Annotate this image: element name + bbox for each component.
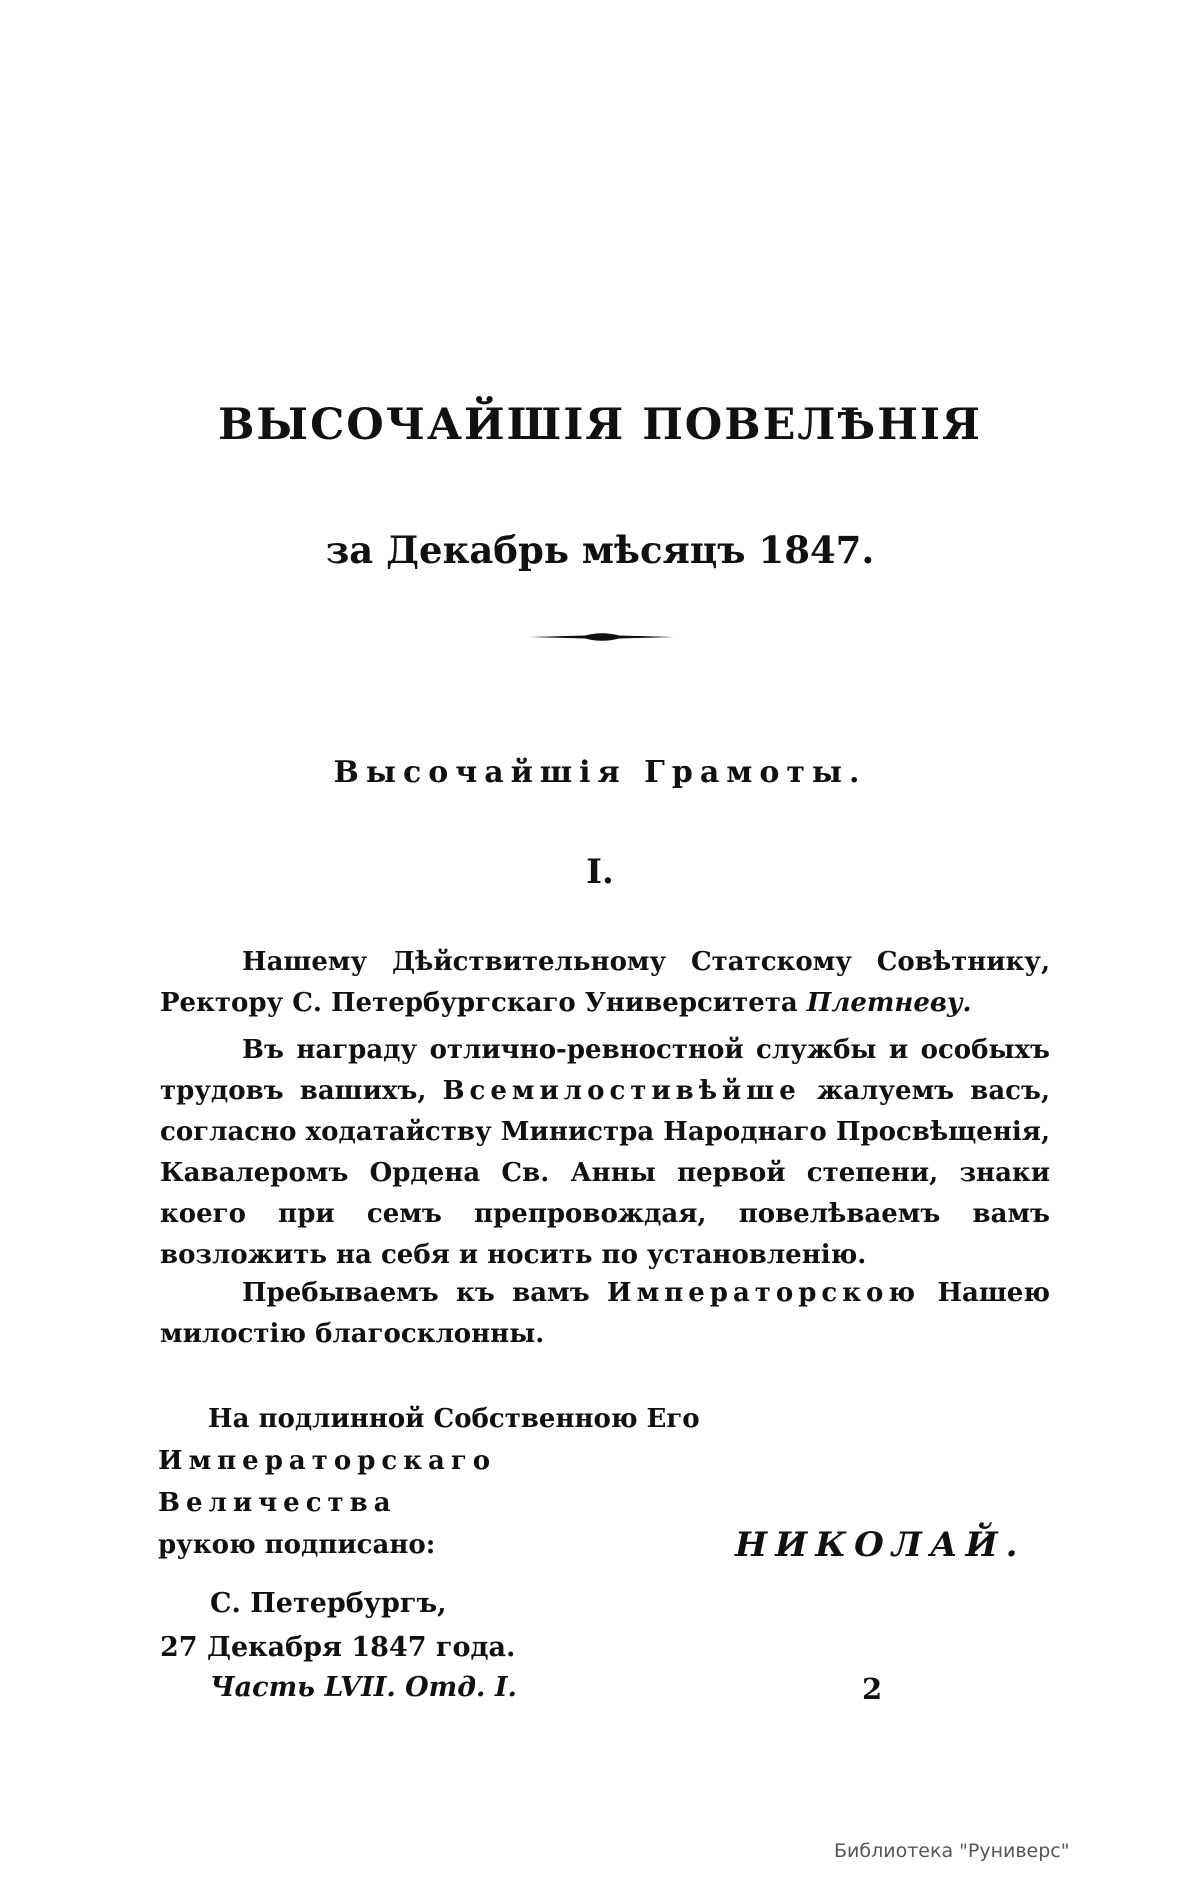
closing-text-end: Нашею милостію благосклонны. xyxy=(160,1278,1051,1349)
addressee-text: Нашему Дѣйствительному Статскому Совѣтнику, Ректору С. Петербургскаго Университета xyxy=(160,947,1050,1018)
closing-emphasis: Императорскою xyxy=(607,1278,921,1308)
section-title: Высочайшія Грамоты. xyxy=(333,755,867,790)
page-subtitle: за Декабрь мѣсяцъ 1847. xyxy=(325,528,875,572)
page-title: ВЫСОЧАЙШІЯ ПОВЕЛѢНІЯ xyxy=(218,400,982,450)
body-paragraph xyxy=(160,1030,1050,1276)
place-city: С. Петербургъ, xyxy=(210,1588,447,1619)
signature-note-line-3: рукою подписано: xyxy=(158,1530,436,1560)
section-number: I. xyxy=(586,852,614,892)
place-date xyxy=(160,1582,515,1670)
closing-paragraph xyxy=(160,1273,1050,1355)
signature: НИКОЛАЙ. xyxy=(735,1525,1026,1565)
signature-note-line-1: На подлинной Собственною Его xyxy=(208,1404,700,1434)
body-text-start: Въ награду отлично-ревностной службы и особыхъ трудовъ вашихъ, xyxy=(160,1035,1050,1106)
page-number: 2 xyxy=(862,1672,883,1706)
signature-note-line-2: Императорскаго Величества xyxy=(158,1446,497,1518)
footer-part-label: Часть LVII. Отд. I. xyxy=(210,1672,517,1703)
body-emphasis: Всемилостивѣйше xyxy=(442,1076,801,1106)
signature-note xyxy=(158,1398,718,1566)
closing-text-start: Пребываемъ къ вамъ xyxy=(242,1278,608,1308)
addressee-paragraph xyxy=(160,942,1050,1024)
decorative-rule xyxy=(530,630,674,644)
addressee-name: Плетневу. xyxy=(806,988,972,1018)
library-watermark: Библиотека "Руниверс" xyxy=(834,1840,1070,1862)
place-date-value: 27 Декабря 1847 года. xyxy=(160,1632,516,1663)
body-text-end: жалуемъ васъ, согласно ходатайству Министра Народнаго Просвѣщенія, Кавалеромъ Ордена Св. Анны первой степени, знаки коего при семъ препровождая, повелѣваемъ вамъ возложить на себя и носить по установленію. xyxy=(160,1076,1050,1270)
